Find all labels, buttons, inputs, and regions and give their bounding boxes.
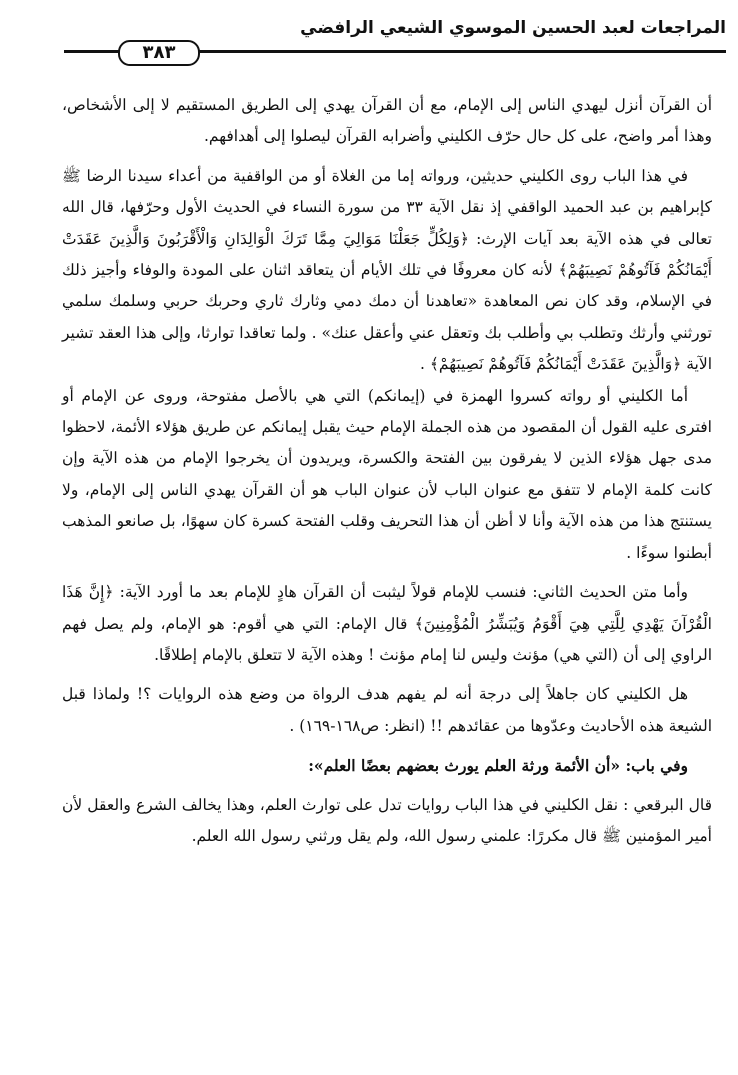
section-heading: وفي باب: «أن الأئمة ورثة العلم يورث بعضهم بعضًا العلم»: (308, 756, 688, 776)
paragraph: أن القرآن أنزل ليهدي الناس إلى الإمام، مع أن القرآن يهدي إلى الطريق المستقيم لا إلى الأشخاص، وهذا أمر واضح، على كل حال حرّف الكليني وأضرابه القرآن ليصلوا إلى أهدافهم. (62, 96, 712, 146)
running-title: المراجعات لعبد الحسين الموسوي الشيعي الرافضي (300, 18, 726, 38)
page-body (62, 90, 712, 852)
paragraph: هل الكليني كان جاهلاً إلى درجة أنه لم يفهم هدف الرواة من وضع هذه الروايات ؟! ولماذا قبل الشيعة هذه الأحاديث وعدّوها من عقائدهم !! (انظر: ص١٦٨-١٦٩) . (62, 685, 712, 735)
paragraph: في هذا الباب روى الكليني حديثين، ورواته إما من الغلاة أو من الواقفية من أعداء سيدنا الرضا ﷺ كإبراهيم بن عبد الحميد الواقفي إذ نقل الآية ٣٣ من سورة النساء في الحديث الأول وحرّفها، قال الله تعالى في هذه الآية بعد آيات الإرث: ﴿وَلِكُلٍّ جَعَلْنَا مَوَالِيَ مِمَّا تَرَكَ الْوَالِدَانِ وَالْأَقْرَبُونَ وَالَّذِينَ عَقَدَتْ أَيْمَانُكُمْ فَآتُوهُمْ نَصِيبَهُمْ﴾ لأنه كان معروفًا في تلك الأيام أن يتعاقد اثنان على المودة والوفاء وأجيز ذلك في الإسلام، وقد كان نص المعاهدة «تعاهدنا أن دمك دمي وثارك ثاري وحربك حربي وسلمك سلمي تورثني وأرثك وتطلب بي وأطلب بك وتعقل عني وأعقل عنك» . ولما تعاقدا توارثا، وإلى هذا العقد تشير الآية ﴿وَالَّذِينَ عَقَدَتْ أَيْمَانُكُمْ فَآتُوهُمْ نَصِيبَهُمْ﴾ . (62, 166, 712, 374)
paragraph: أما الكليني أو رواته كسروا الهمزة في (إيمانكم) التي هي بالأصل مفتوحة، وروى عن الإمام أو افترى عليه القول أن المقصود من هذه الجملة الإمام حيث يقبل إيمانكم عن طريق هؤلاء الأئمة، لاحظوا مدى جهل هؤلاء الذين لا يفرقون بين الفتحة والكسرة، ويريدون أن يخرجوا الإمام من هذه الآية وإن كانت كلمة الإمام لا تتفق مع عنوان الباب لأن عنوان الباب هو أن القرآن يهدي الناس إلى الإمام، ولا يستنتج هذا من هذه الآية وأنا لا أظن أن هذا التحريف وقلب الفتحة كسرة كان سهوًا، بل صانعو المذهب أبطنوا سوءًا . (62, 386, 712, 562)
paragraph: قال البرقعي : نقل الكليني في هذا الباب روايات تدل على توارث العلم، وهذا يخالف الشرع والعقل لأن أمير المؤمنين ﷺ قال مكررًا: علمني رسول الله، ولم يقل ورثني رسول الله العلم. (62, 795, 712, 845)
page-number: ٣٨٣ (118, 40, 200, 66)
paragraph: وأما متن الحديث الثاني: فنسب للإمام قولاً ليثبت أن القرآن هادٍ للإمام بعد ما أورد الآية: ﴿إِنَّ هَذَا الْقُرْآنَ يَهْدِي لِلَّتِي هِيَ أَقْوَمُ وَيُبَشِّرُ الْمُؤْمِنِينَ﴾ قال الإمام: التي هي أقوم: هو الإمام، ولم يصل فهم الراوي إلى أن (التي هي) مؤنث وليس لنا إمام مؤنث ! وهذه الآية لا تتعلق بالإمام إطلاقًا. (62, 583, 712, 664)
page-header (64, 12, 726, 64)
